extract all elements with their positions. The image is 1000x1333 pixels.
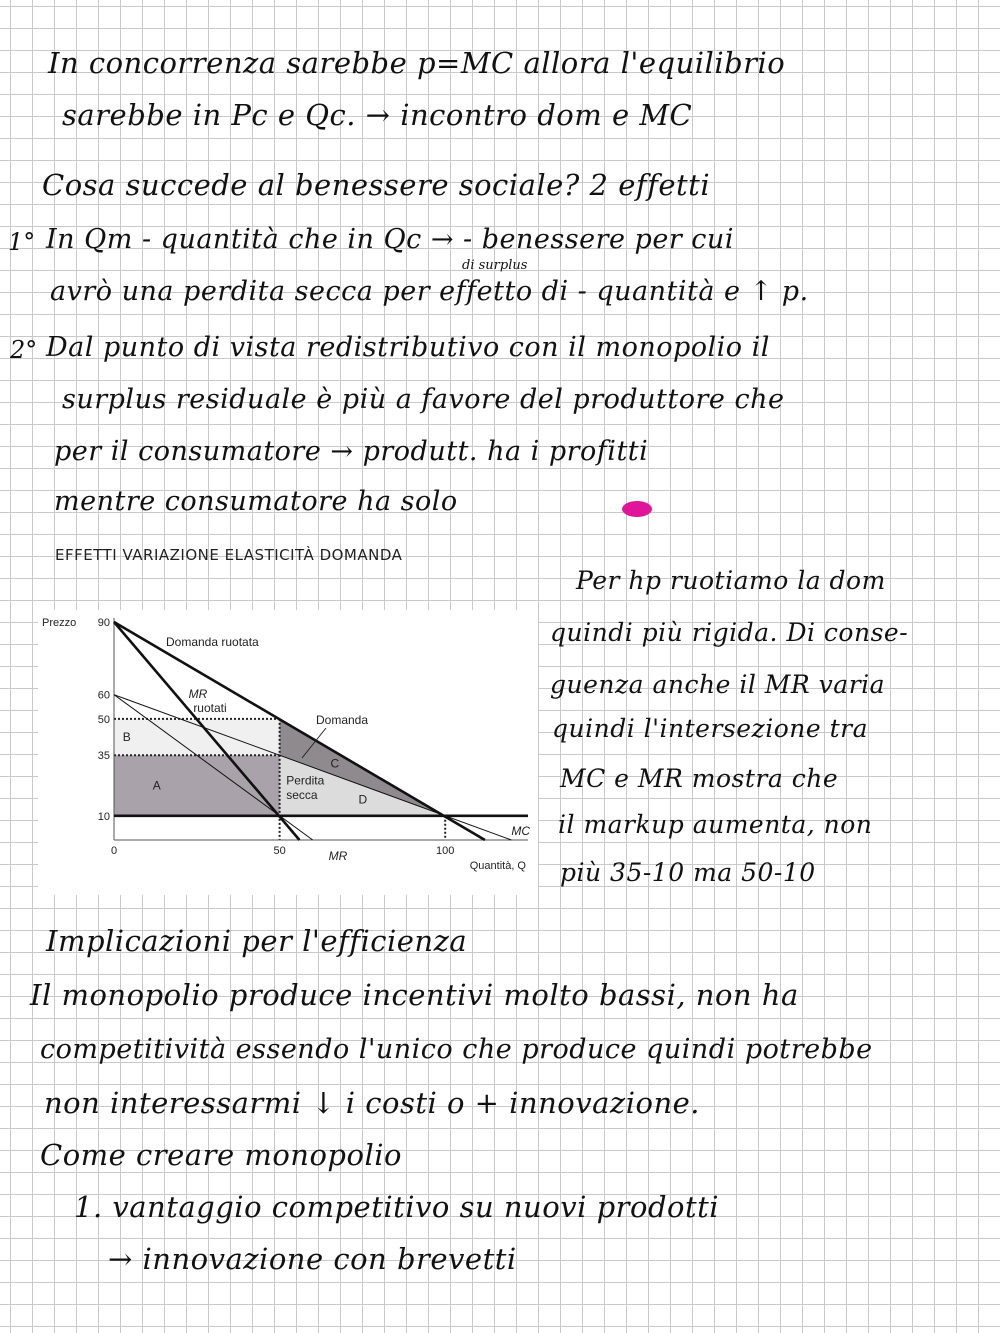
y-axis-label: Prezzo — [42, 617, 77, 629]
bottom-line-3: competitività essendo l'unico che produce quindi potrebbe — [40, 1034, 873, 1065]
note-line-5: avrò una perdita secca per effetto di - quantità e ↑ p. — [50, 276, 809, 307]
series-label-domanda-ruotata: Domanda ruotata — [166, 635, 259, 649]
side-line-7: più 35-10 ma 50-10 — [560, 858, 816, 887]
note-line-7: surplus residuale è più a favore del produttore che — [62, 384, 785, 415]
note-line-9: mentre consumatore ha solo — [54, 486, 458, 517]
series-label-domanda: Domanda — [316, 713, 369, 727]
note-line-6: Dal punto di vista redistributivo con il monopolio il — [46, 332, 770, 363]
side-line-2: quindi più rigida. Di conse- — [550, 618, 909, 647]
y-tick-60: 60 — [97, 689, 110, 702]
note-line-1: In concorrenza sarebbe p=MC allora l'equilibrio — [48, 46, 786, 80]
region-label-a: A — [152, 778, 161, 793]
monopoly-chart — [38, 610, 538, 895]
y-tick-10: 10 — [97, 810, 110, 823]
note-line-2: sarebbe in Pc e Qc. → incontro dom e MC — [62, 98, 693, 132]
x-tick-0: 0 — [110, 845, 118, 857]
bottom-line-5: Come creare monopolio — [40, 1138, 402, 1172]
bottom-line-1: Implicazioni per l'efficienza — [46, 924, 468, 958]
x-tick-100: 100 — [436, 845, 455, 857]
y-tick-35: 35 — [97, 750, 110, 763]
y-tick-50: 50 — [97, 713, 110, 726]
y-tick-90: 90 — [97, 617, 110, 629]
note-line-8: per il consumatore → produtt. ha i profitti — [54, 436, 649, 467]
annotation-1: Perdita — [286, 773, 325, 788]
region-label-d: D — [358, 792, 368, 807]
bottom-line-2: Il monopolio produce incentivi molto bassi, non ha — [30, 978, 799, 1012]
chart-svg — [38, 610, 538, 895]
region-label-c: C — [330, 756, 340, 771]
side-line-3: guenza anche il MR varia — [550, 670, 886, 699]
series-label-mr: MR — [328, 849, 348, 863]
section-heading: EFFETTI VARIAZIONE ELASTICITÀ DOMANDA — [55, 546, 403, 564]
x-axis-label: Quantità, Q — [469, 860, 526, 872]
bottom-line-6: 1. vantaggio competitivo su nuovi prodotti — [74, 1190, 720, 1224]
note-line-4: In Qm - quantità che in Qc → - benessere per cui — [46, 224, 734, 255]
superscript-note: di surplus — [462, 258, 528, 273]
side-line-6: il markup aumenta, non — [558, 810, 873, 839]
annotation-2: secca — [286, 787, 318, 802]
region-label-b: B — [122, 730, 131, 745]
series-label-mr-ruotati-line1: MR — [188, 687, 208, 701]
region-b — [114, 719, 280, 755]
bottom-line-7: → innovazione con brevetti — [108, 1242, 517, 1276]
pink-highlight-mark — [622, 501, 652, 517]
series-label-mr-ruotati-line2: ruotati — [193, 701, 227, 715]
series-label-mc: MC — [511, 824, 530, 838]
x-tick-50: 50 — [273, 845, 286, 857]
bottom-line-4: non interessarmi ↓ i costi o + innovazione. — [44, 1086, 701, 1120]
item-marker-2: 2° — [10, 336, 38, 364]
side-line-5: MC e MR mostra che — [560, 764, 839, 793]
item-marker-1: 1° — [8, 228, 36, 256]
note-line-3: Cosa succede al benessere sociale? 2 effetti — [42, 168, 711, 202]
side-line-4: quindi l'intersezione tra — [552, 714, 868, 743]
side-line-1: Per hp ruotiamo la dom — [576, 566, 886, 595]
